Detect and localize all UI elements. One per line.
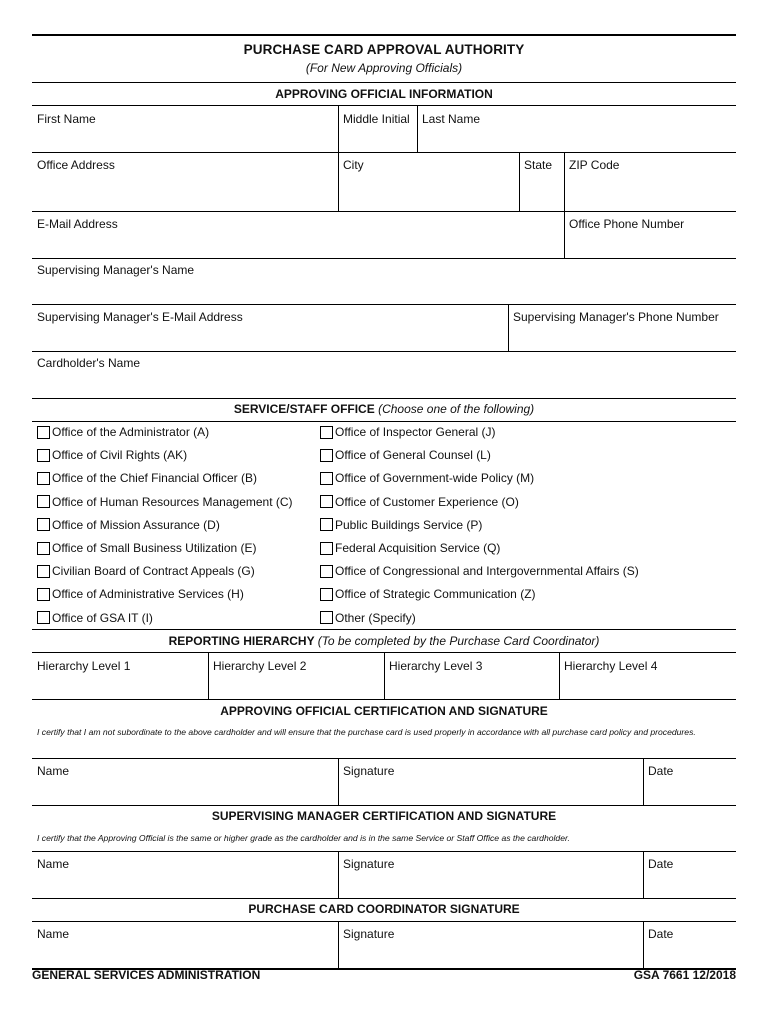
- checkbox[interactable]: [37, 449, 50, 462]
- checkbox[interactable]: [320, 495, 333, 508]
- column-divider: [417, 106, 418, 152]
- supervisor-phone-field[interactable]: Supervising Manager's Phone Number: [513, 310, 719, 324]
- service-option[interactable]: [320, 611, 416, 625]
- section-heading-sm-certification: SUPERVISING MANAGER CERTIFICATION AND SIGNATURE: [211, 809, 557, 823]
- service-option-label: Public Buildings Service (P): [335, 517, 483, 532]
- column-divider: [208, 653, 209, 699]
- purchase-card-form: [32, 34, 736, 970]
- column-divider: [564, 153, 565, 258]
- divider: [32, 398, 736, 399]
- column-divider: [643, 852, 644, 898]
- service-option-label: Office of the Administrator (A): [52, 425, 210, 439]
- email-field[interactable]: E-Mail Address: [37, 217, 118, 231]
- column-divider: [338, 106, 339, 152]
- coordinator-signature-field[interactable]: Signature: [343, 927, 395, 941]
- section-heading-coordinator: PURCHASE CARD COORDINATOR SIGNATURE: [248, 902, 520, 916]
- service-option-label: Civilian Board of Contract Appeals (G): [52, 564, 255, 579]
- service-option-label: Office of Human Resources Management (C): [52, 494, 293, 509]
- reporting-instruction: (To be completed by the Purchase Card Coordinator): [317, 634, 600, 648]
- checkbox[interactable]: [320, 518, 333, 531]
- service-option[interactable]: [37, 495, 293, 509]
- service-option[interactable]: [320, 448, 491, 462]
- checkbox[interactable]: [320, 588, 333, 601]
- service-option-label: Federal Acquisition Service (Q): [335, 541, 501, 555]
- service-option[interactable]: [320, 587, 536, 601]
- divider: [32, 629, 736, 630]
- coordinator-date-field[interactable]: Date: [648, 927, 674, 941]
- supervisor-email-field[interactable]: Supervising Manager's E-Mail Address: [37, 310, 243, 324]
- checkbox[interactable]: [37, 588, 50, 601]
- divider: [32, 421, 736, 422]
- ao-certification-text: I certify that I am not subordinate to the above cardholder and will ensure that the purchase card is used properly in accordance with all purchase card policy and procedures.: [37, 727, 696, 737]
- footer-form-number: GSA 7661 12/2018: [633, 968, 736, 982]
- column-divider: [643, 922, 644, 968]
- hierarchy-level-1-field[interactable]: Hierarchy Level 1: [37, 659, 131, 673]
- service-option[interactable]: [37, 541, 257, 555]
- state-field[interactable]: State: [524, 158, 553, 172]
- checkbox[interactable]: [320, 472, 333, 485]
- service-option[interactable]: [320, 495, 519, 509]
- checkbox[interactable]: [320, 449, 333, 462]
- ao-name-field[interactable]: Name: [37, 764, 70, 778]
- divider: [32, 152, 736, 153]
- column-divider: [508, 305, 509, 351]
- service-option[interactable]: [320, 564, 639, 578]
- service-option[interactable]: [37, 425, 209, 439]
- service-option[interactable]: [320, 518, 482, 532]
- checkbox[interactable]: [37, 518, 50, 531]
- service-option-label: Office of Strategic Communication (Z): [335, 587, 536, 602]
- form-title: PURCHASE CARD APPROVAL AUTHORITY: [243, 42, 525, 57]
- section-heading-ao-certification: APPROVING OFFICIAL CERTIFICATION AND SIGNATURE: [220, 704, 548, 718]
- middle-initial-field[interactable]: Middle Initial: [343, 112, 410, 126]
- hierarchy-level-2-field[interactable]: Hierarchy Level 2: [213, 659, 307, 673]
- divider: [32, 258, 736, 259]
- checkbox[interactable]: [320, 426, 333, 439]
- service-option-label: Office of Administrative Services (H): [52, 587, 244, 602]
- service-option-label: Office of the Chief Financial Officer (B): [52, 471, 257, 486]
- service-option-label: Office of GSA IT (I): [52, 610, 153, 625]
- divider: [32, 921, 736, 922]
- checkbox[interactable]: [37, 472, 50, 485]
- checkbox[interactable]: [320, 565, 333, 578]
- service-option[interactable]: [320, 471, 534, 485]
- checkbox[interactable]: [37, 495, 50, 508]
- section-heading-service-staff: [32, 402, 736, 416]
- office-phone-field[interactable]: Office Phone Number: [569, 217, 685, 231]
- checkbox[interactable]: [37, 611, 50, 624]
- service-option[interactable]: [37, 518, 220, 532]
- office-address-field[interactable]: Office Address: [37, 158, 115, 172]
- ao-date-field[interactable]: Date: [648, 764, 674, 778]
- service-option-label: Office of Small Business Utilization (E): [52, 541, 257, 555]
- divider: [32, 82, 736, 83]
- divider: [32, 211, 736, 212]
- divider: [32, 898, 736, 899]
- column-divider: [338, 922, 339, 968]
- footer-agency: GENERAL SERVICES ADMINISTRATION: [32, 968, 261, 982]
- service-option[interactable]: [37, 471, 257, 485]
- supervisor-name-field[interactable]: Supervising Manager's Name: [37, 263, 195, 277]
- service-option-label: Office of General Counsel (L): [335, 448, 491, 463]
- column-divider: [643, 759, 644, 805]
- divider: [32, 304, 736, 305]
- service-option[interactable]: [37, 587, 244, 601]
- column-divider: [519, 153, 520, 211]
- divider: [32, 805, 736, 806]
- column-divider: [338, 852, 339, 898]
- divider: [32, 758, 736, 759]
- reporting-heading-text: REPORTING HIERARCHY: [168, 634, 315, 648]
- hierarchy-level-3-field[interactable]: Hierarchy Level 3: [389, 659, 483, 673]
- section-heading-reporting: [32, 634, 736, 648]
- column-divider: [384, 653, 385, 699]
- service-option-label: Office of Inspector General (J): [335, 425, 496, 439]
- service-option[interactable]: [320, 541, 500, 555]
- divider: [32, 851, 736, 852]
- service-option-label: Office of Congressional and Intergovernmental Affairs (S): [335, 564, 639, 579]
- service-option[interactable]: [320, 425, 496, 439]
- column-divider: [338, 153, 339, 211]
- sm-name-field[interactable]: Name: [37, 857, 70, 871]
- checkbox[interactable]: [320, 542, 333, 555]
- checkbox[interactable]: [37, 542, 50, 555]
- form-subtitle: (For New Approving Officials): [305, 61, 463, 75]
- divider: [32, 351, 736, 352]
- sm-signature-field[interactable]: Signature: [343, 857, 395, 871]
- hierarchy-level-4-field[interactable]: Hierarchy Level 4: [564, 659, 658, 673]
- service-option-label: Office of Government-wide Policy (M): [335, 471, 535, 486]
- service-option-label: Office of Mission Assurance (D): [52, 517, 220, 532]
- divider: [32, 105, 736, 106]
- service-option[interactable]: [37, 448, 187, 462]
- checkbox[interactable]: [37, 565, 50, 578]
- divider: [32, 699, 736, 700]
- service-staff-heading-text: SERVICE/STAFF OFFICE: [233, 402, 375, 416]
- checkbox[interactable]: [37, 426, 50, 439]
- service-option-label: Office of Civil Rights (AK): [52, 448, 188, 463]
- first-name-field[interactable]: First Name: [37, 112, 96, 126]
- service-option[interactable]: [37, 611, 153, 625]
- sm-certification-text: I certify that the Approving Official is the same or higher grade as the cardholder and is in the same Service or Staff Office as the cardholder.: [37, 833, 570, 843]
- section-heading-approving-official: APPROVING OFFICIAL INFORMATION: [275, 87, 493, 101]
- service-option-label: Other (Specify): [335, 610, 416, 625]
- column-divider: [559, 653, 560, 699]
- coordinator-name-field[interactable]: Name: [37, 927, 70, 941]
- service-option[interactable]: [37, 564, 255, 578]
- city-field[interactable]: City: [343, 158, 364, 172]
- last-name-field[interactable]: Last Name: [422, 112, 481, 126]
- sm-date-field[interactable]: Date: [648, 857, 674, 871]
- checkbox[interactable]: [320, 611, 333, 624]
- zip-code-field[interactable]: ZIP Code: [569, 158, 620, 172]
- ao-signature-field[interactable]: Signature: [343, 764, 395, 778]
- cardholder-name-field[interactable]: Cardholder's Name: [37, 356, 141, 370]
- column-divider: [338, 759, 339, 805]
- service-staff-instruction: (Choose one of the following): [378, 402, 535, 416]
- service-option-label: Office of Customer Experience (O): [335, 494, 519, 509]
